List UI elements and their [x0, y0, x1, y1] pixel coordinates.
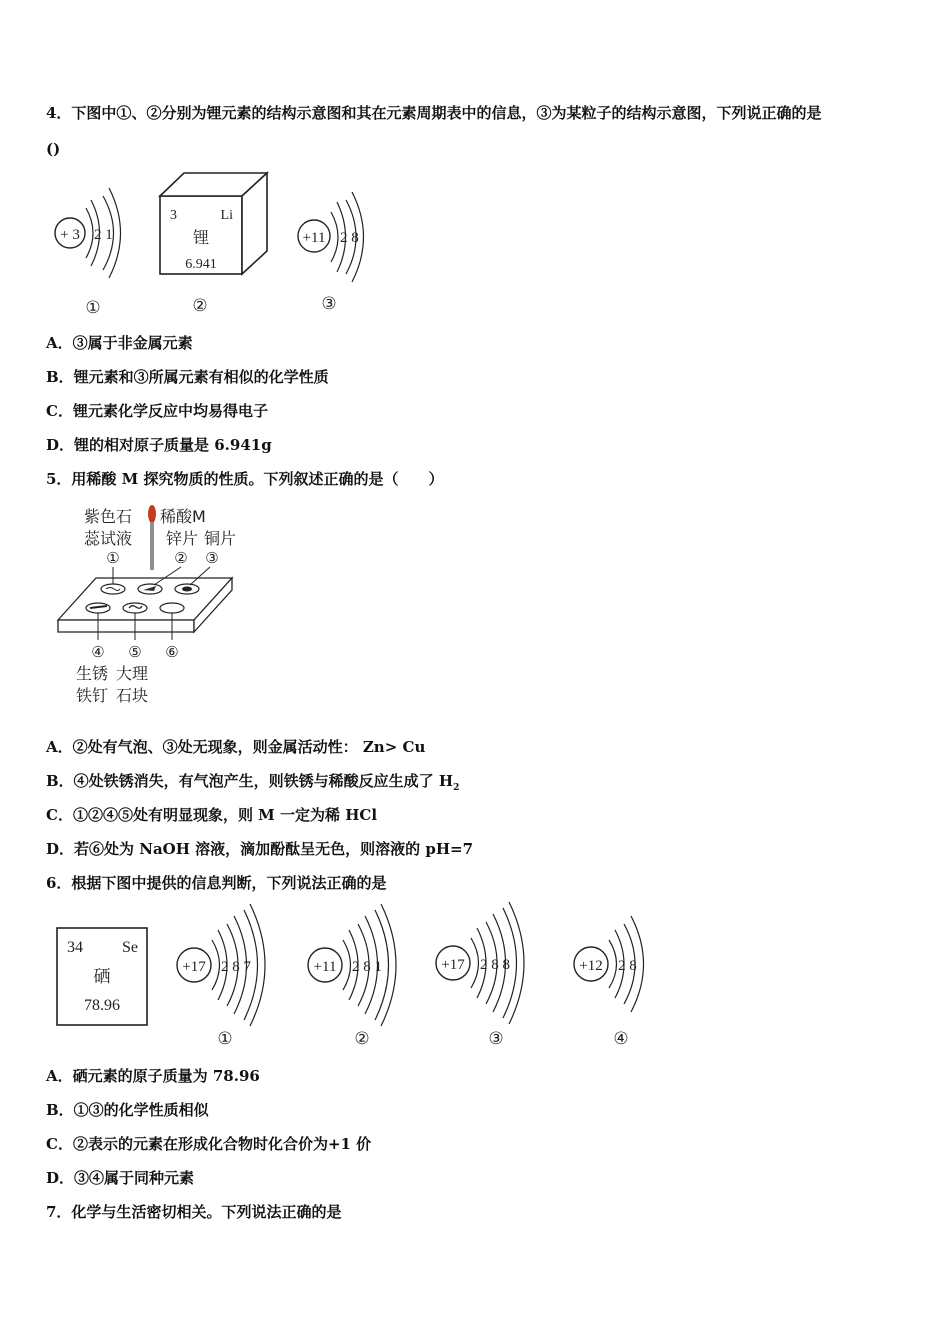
well-5 [123, 603, 147, 613]
q6-se-symbol: Se [122, 939, 138, 956]
q5-litmus-label-1: 紫色石 [84, 507, 133, 526]
electron-shell-arc [331, 212, 338, 262]
electron-shell-arc [212, 940, 220, 990]
q4-fig3-nucleus: +11 [302, 230, 326, 246]
q5-litmus-label-2: 蕊试液 [84, 529, 133, 548]
q6-figure [50, 900, 670, 1050]
q5-acid-label: 稀酸M [160, 507, 206, 526]
q4-fig2-number: 3 [170, 208, 177, 223]
q6-atom-1-shells: 2 8 7 [221, 959, 251, 975]
q5-option-d: D．若⑥处为 NaOH 溶液，滴加酚酞呈无色，则溶液的 pH=7 [46, 840, 474, 858]
q4-fig2-symbol: Li [220, 208, 233, 223]
q6-se-name: 硒 [93, 967, 111, 987]
q6-atom-3-shells: 2 8 8 [480, 957, 510, 973]
q7-stem: 7．化学与生活密切相关。下列说法正确的是 [46, 1203, 342, 1221]
q4-figure-svg [46, 170, 376, 320]
q4-option-d: D．锂的相对原子质量是 6.941g [46, 436, 272, 454]
q6-atom-1-nucleus: +17 [182, 959, 206, 975]
well-1 [101, 584, 125, 594]
q4-stem: 4．下图中①、②分别为锂元素的结构示意图和其在元素周期表中的信息，③为某粒子的结构示意图，下列说正确的是 [46, 104, 822, 122]
q6-atom-2-label: ② [354, 1029, 370, 1048]
q5-marble-label-2: 石块 [116, 686, 149, 705]
electron-shell-arc [609, 940, 617, 988]
q5-option-b-subscript: 2 [453, 783, 460, 793]
q5-well-label-3: ③ [205, 551, 219, 567]
electron-shell-arc [471, 938, 479, 988]
q4-option-b: B．锂元素和③所属元素有相似的化学性质 [46, 368, 329, 386]
electron-shell-arc [343, 940, 351, 990]
q6-option-a: A．硒元素的原子质量为 78.96 [46, 1067, 260, 1085]
q4-stem-tail: () [46, 140, 61, 158]
q6-option-d: D．③④属于同种元素 [46, 1169, 195, 1187]
q5-figure [50, 500, 250, 710]
q6-atom-3-nucleus: +17 [441, 957, 465, 973]
copper-piece [182, 587, 192, 592]
q6-atom-1-label: ① [217, 1029, 233, 1048]
q4-fig2-mass: 6.941 [185, 257, 217, 272]
q5-rust-label-2: 铁钉 [76, 686, 109, 705]
q5-stem: 5．用稀酸 M 探究物质的性质。下列叙述正确的是（ ） [46, 470, 444, 488]
q6-atom-4-label: ④ [613, 1029, 629, 1048]
q5-well-label-5: ⑤ [128, 645, 142, 661]
q6-atom-1 [177, 904, 265, 1048]
q5-well-label-4: ④ [91, 645, 105, 661]
q5-option-b [46, 770, 459, 793]
dropper-bulb [148, 505, 156, 523]
q6-option-b: B．①③的化学性质相似 [46, 1101, 209, 1119]
q5-well-label-6: ⑥ [165, 645, 179, 661]
q5-option-a: A．②处有气泡、③处无现象，则金属活动性： Zn> Cu [46, 738, 426, 756]
q6-atom-2-shells: 2 8 1 [352, 959, 382, 975]
q4-fig2-label: ② [192, 296, 208, 315]
q5-well-label-1: ① [106, 551, 120, 567]
q4-fig3-label: ③ [321, 294, 337, 313]
q4-fig1-nucleus: + 3 [60, 227, 80, 243]
q5-marble-label-1: 大理 [116, 664, 149, 683]
q6-atom-3-label: ③ [488, 1029, 504, 1048]
q6-atom-4 [574, 916, 644, 1048]
q4-option-a: A．③属于非金属元素 [46, 334, 193, 352]
q4-fig3-shells: 2 8 [340, 230, 359, 246]
q5-option-b-text: B．④处铁锈消失，有气泡产生，则铁锈与稀酸反应生成了 H [46, 772, 454, 790]
q5-well-label-2: ② [174, 551, 188, 567]
q4-option-c: C．锂元素化学反应中均易得电子 [46, 402, 268, 420]
q6-se-number: 34 [67, 939, 83, 956]
q6-atom-2-nucleus: +11 [313, 959, 337, 975]
q5-figure-svg [50, 500, 250, 710]
q6-option-c: C．②表示的元素在形成化合物时化合价为+1 价 [46, 1135, 372, 1153]
q4-fig1-label: ① [85, 298, 101, 317]
q6-se-mass: 78.96 [84, 997, 120, 1014]
q6-atom-4-shells: 2 8 [618, 958, 637, 974]
well-6 [160, 603, 184, 613]
q5-zinc-label: 锌片 [166, 529, 199, 548]
electron-shell-arc [86, 208, 93, 258]
q5-rust-label-1: 生锈 [76, 664, 109, 683]
q4-fig2-name: 锂 [192, 228, 210, 247]
q6-stem: 6．根据下图中提供的信息判断，下列说法正确的是 [46, 874, 387, 892]
spot-plate-front [58, 620, 194, 632]
q6-atom-2 [308, 904, 396, 1048]
q4-figure [46, 170, 376, 320]
q5-option-c: C．①②④⑤处有明显现象，则 M 一定为稀 HCl [46, 806, 378, 824]
q6-atom-3 [436, 902, 524, 1048]
q6-figure-svg [50, 900, 670, 1050]
q5-copper-label: 铜片 [204, 529, 237, 548]
q6-atom-4-nucleus: +12 [579, 958, 603, 974]
q4-fig1-shells: 2 1 [94, 227, 113, 243]
